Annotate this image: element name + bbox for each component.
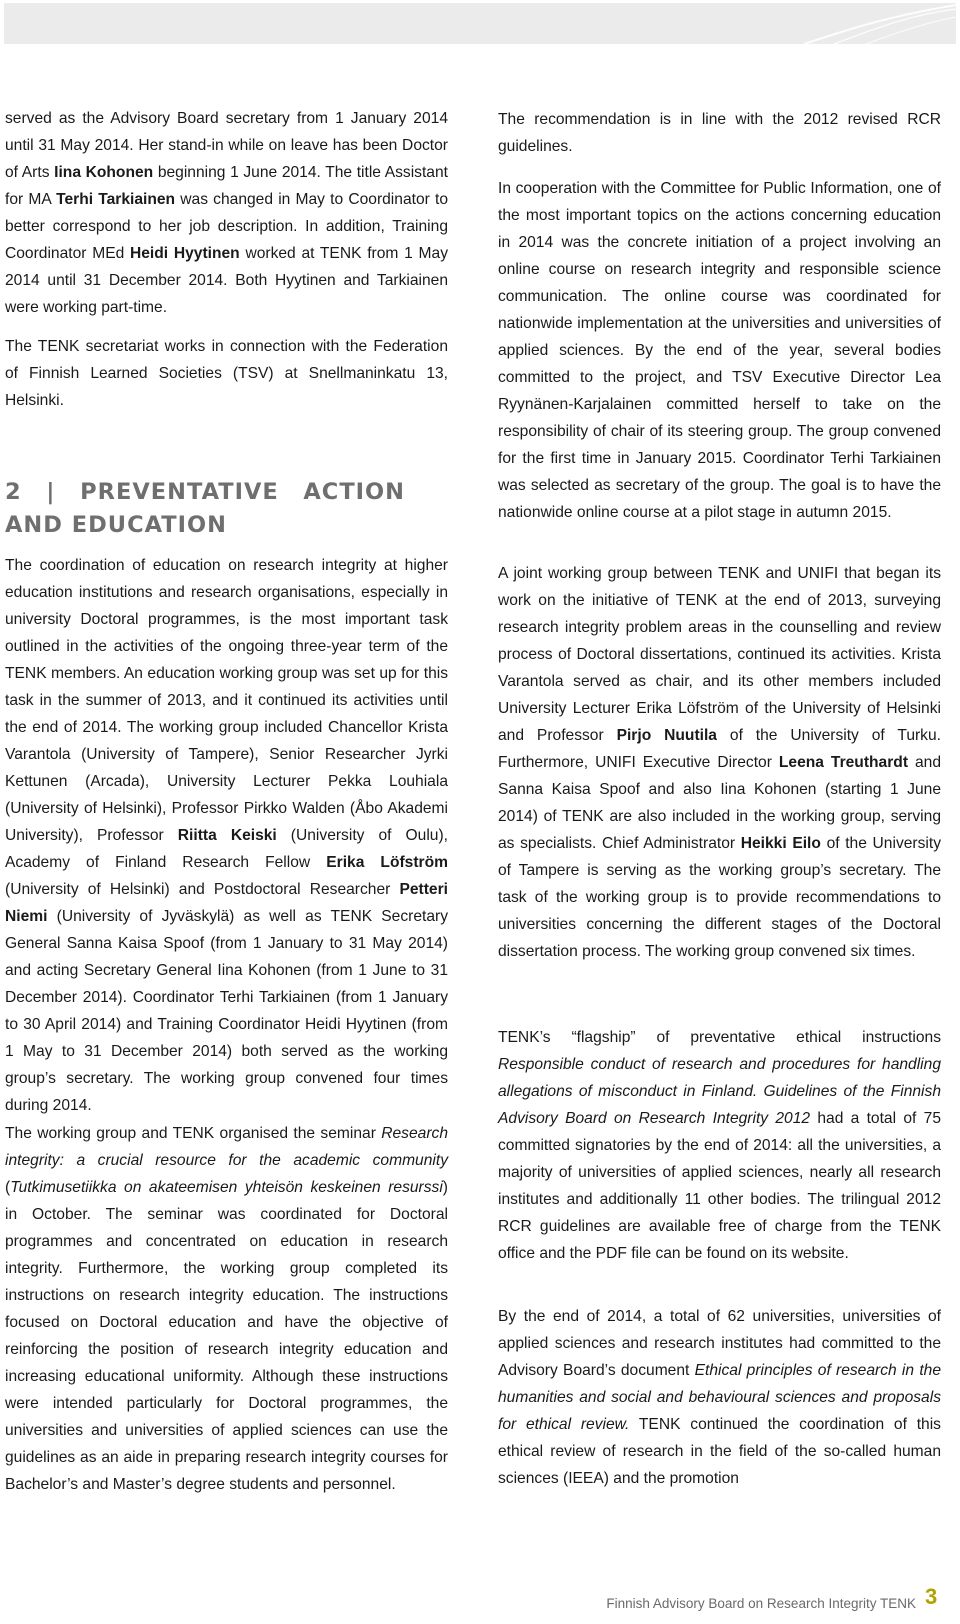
left-paragraph-2: The TENK secretariat works in connection with the Federation of Finnish Learned Societies (TSV) at Snellmaninkatu 13, Helsinki. bbox=[5, 338, 448, 409]
header-swoosh-decoration bbox=[4, 3, 956, 44]
header-band bbox=[4, 3, 956, 44]
footer-publisher-text: Finnish Advisory Board on Research Integrity TENK bbox=[606, 1596, 916, 1611]
left-paragraph-3: The coordination of education on research integrity at higher education institutions and research organisations, especially in university Doctoral programmes, is the most important task outlined in the activities of the ongoing three-year term of the TENK members. An education working group was set up for this task in the summer of 2013, and it continued its activities until the end of 2014. The working group included Chancellor Krista Varantola (University of Tampere), Senior Researcher Jyrki Kettunen (Arcada), University Lecturer Pekka Louhiala (University of Helsinki), Professor Pirkko Walden (Åbo Akademi University), Professor Riitta Keiski (University of Oulu), Academy of Finland Research Fellow Erika Löfström (University of Helsinki) and Postdoctoral Researcher Petteri Niemi (University of Jyväskylä) as well as TENK Secretary General Sanna Kaisa Spoof (from 1 January to 31 May 2014) and acting Secretary General Iina Kohonen (from 1 June to 31 December 2014). Coordinator Terhi Tarkiainen (from 1 January to 30 April 2014) and Training Coordinator Heidi Hyytinen (from 1 May to 31 December 2014) both served as the working group’s secretary. The working group convened four times during 2014. bbox=[5, 557, 448, 1114]
right-paragraph-5: By the end of 2014, a total of 62 universities, universities of applied sciences and research institutes had committed to the Advisory Board’s document Ethical principles of research in the humanities and social and behavioural sciences and proposals for ethical review. TENK continued the coordination of this ethical review of research in the field of the so-called human sciences (IEEA) and the promotion bbox=[498, 1308, 941, 1487]
left-paragraph-4: The working group and TENK organised the seminar Research integrity: a crucial resource for the academic community (Tutkimusetiikka on akateemisen yhteisön keskeinen resurssi) in October. The seminar was coordinated for Doctoral programmes and concentrated on education in research integrity. Furthermore, the working group completed its instructions on research integrity education. The instructions focused on Doctoral education and have the objective of reinforcing the position of research integrity education and increasing educational uniformity. Although these instructions were intended particularly for Doctoral programmes, the universities and universities of applied sciences can use the guidelines as an aide in preparing research integrity courses for Bachelor’s and Master’s degree students and personnel. bbox=[5, 1125, 448, 1493]
section-heading: 2 | PREVENTATIVE ACTION AND EDUCATION bbox=[5, 479, 405, 538]
page-number: 3 bbox=[925, 1584, 938, 1609]
left-paragraph-1: served as the Advisory Board secretary from 1 January 2014 until 31 May 2014. Her stand-in while on leave has been Doctor of Arts Iina Kohonen beginning 1 June 2014. The title Assistant for MA Terhi Tarkiainen was changed in May to Coordinator to better correspond to her job description. In addition, Training Coordinator MEd Heidi Hyytinen worked at TENK from 1 May 2014 until 31 December 2014. Both Hyytinen and Tarkiainen were working part-time. bbox=[5, 110, 448, 316]
right-paragraph-1: The recommendation is in line with the 2012 revised RCR guidelines. bbox=[498, 111, 941, 155]
right-paragraph-4: TENK’s “flagship” of preventative ethical instructions Responsible conduct of research and procedures for handling allegations of misconduct in Finland. Guidelines of the Finnish Advisory Board on Research Integrity 2012 had a total of 75 committed signatories by the end of 2014: all the universities, a majority of universities of applied sciences, nearly all research institutes and additionally 11 other bodies. The trilingual 2012 RCR guidelines are available free of charge from the TENK office and the PDF file can be found on its website. bbox=[498, 1029, 941, 1262]
right-paragraph-2: In cooperation with the Committee for Public Information, one of the most important topics on the actions concerning education in 2014 was the concrete initiation of a project involving an online course on research integrity and responsible science communication. The online course was coordinated for nationwide implementation at the universities and universities of applied sciences. By the end of the year, several bodies committed to the project, and TSV Executive Director Lea Ryynänen-Karjalainen committed herself to take on the responsibility of chair of its steering group. The group convened for the first time in January 2015. Coordinator Terhi Tarkiainen was selected as secretary of the group. The goal is to have the nationwide online course at a pilot stage in autumn 2015. bbox=[498, 180, 941, 521]
right-paragraph-3: A joint working group between TENK and UNIFI that began its work on the initiative of TENK at the end of 2013, surveying research integrity problem areas in the counselling and review process of Doctoral dissertations, continued its activities. Krista Varantola served as chair, and its other members included University Lecturer Erika Löfström of the University of Helsinki and Professor Pirjo Nuutila of the University of Turku. Furthermore, UNIFI Executive Director Leena Treuthardt and Sanna Kaisa Spoof and also Iina Kohonen (starting 1 June 2014) of TENK are also included in the working group, serving as specialists. Chief Administrator Heikki Eilo of the University of Tampere is serving as the working group’s secretary. The task of the working group is to provide recommendations to universities concerning the different stages of the Doctoral dissertation process. The working group convened six times. bbox=[498, 565, 941, 960]
